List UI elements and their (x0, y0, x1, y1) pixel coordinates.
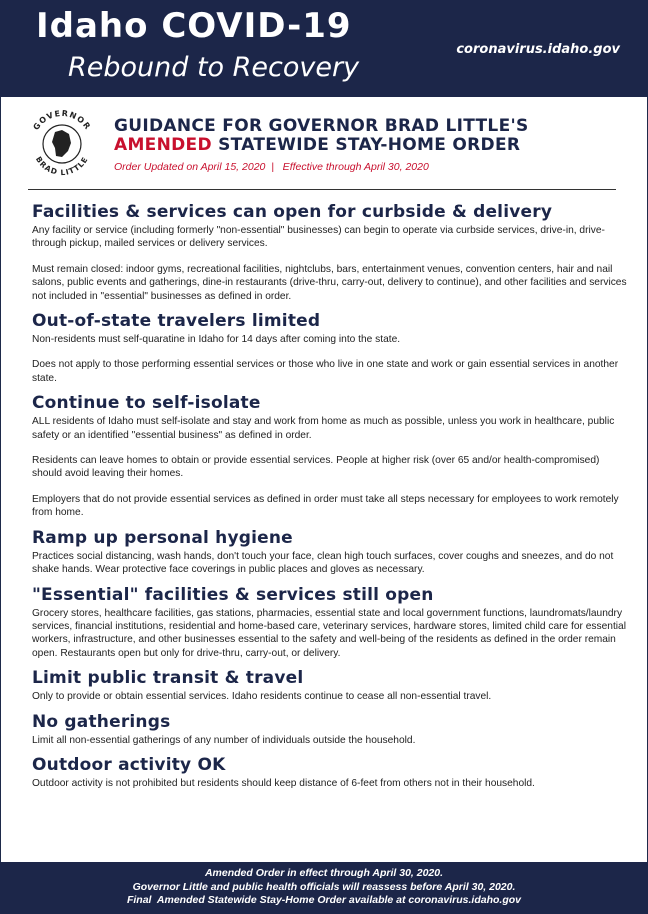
guidance-title-rest: STATEWIDE STAY-HOME ORDER (211, 135, 521, 155)
amended-label: AMENDED (114, 135, 212, 155)
section-public-transit (32, 666, 628, 703)
section-travelers-limited (32, 309, 628, 385)
section-heading: Out-of-state travelers limited (32, 311, 321, 332)
header-banner (0, 0, 648, 97)
svg-text:BRAD LITTLE: BRAD LITTLE (33, 154, 90, 178)
content (32, 200, 628, 796)
guidance-title-line2 (114, 135, 520, 155)
section-heading: "Essential" facilities & services still open (32, 584, 434, 605)
section-paragraph: Any facility or service (including formerly "non-essential" businesses) can begin to operate via curbside services, drive-in, drive-through pickup, mailed services or delivery services. (32, 225, 605, 250)
footer-line3: Final Amended Statewide Stay-Home Order available at coronavirus.idaho.gov (126, 894, 522, 906)
section-curbside-delivery (32, 200, 628, 303)
svg-text:GOVERNOR: GOVERNOR (31, 108, 93, 132)
section-paragraph: Employers that do not provide essential services as defined in order must take all steps necessary for employees to work remotely from home. (32, 493, 619, 519)
header-url-link[interactable]: coronavirus.idaho.gov (456, 42, 620, 57)
guidance-title-line1: GUIDANCE FOR GOVERNOR BRAD LITTLE'S (114, 116, 529, 136)
section-paragraph: Outdoor activity is not prohibited but residents should keep distance of 6-feet from others not in their household. (32, 777, 535, 789)
order-dates: Order Updated on April 15, 2020 | Effective through April 30, 2020 (114, 161, 429, 173)
section-paragraph: Limit all non-essential gatherings of any number of individuals outside the household. (32, 734, 416, 746)
section-paragraph: Non-residents must self-quaratine in Idaho for 14 days after coming into the state. (32, 334, 401, 346)
section-paragraph: Does not apply to those performing essential services or those who live in one state and work or gain essential services in another state. (32, 359, 619, 384)
section-paragraph: Must remain closed: indoor gyms, recreational facilities, nightclubs, bars, entertainment venues, convention centers, hair and nail salons, public events and gatherings, dine-in restaurants (drive-thru, carry-out, delivery to continue), and other facilities and services not included in "essential" businesses as defined in order. (32, 263, 627, 302)
governor-seal-icon (24, 106, 100, 182)
section-paragraph: ALL residents of Idaho must self-isolate and stay and work from home as much as possible, unless you work in healthcare, public safety or an identified "essential business" as defined in order. (32, 416, 615, 441)
section-personal-hygiene (32, 526, 628, 577)
section-heading: Continue to self-isolate (32, 393, 261, 414)
section-heading: Outdoor activity OK (32, 754, 226, 775)
footer-banner (0, 862, 648, 914)
divider (28, 189, 616, 190)
section-essential-open (32, 583, 628, 661)
section-paragraph: Only to provide or obtain essential services. Idaho residents continue to cease all non-essential travel. (32, 691, 492, 703)
section-heading: No gatherings (32, 711, 171, 732)
footer-line2: Governor Little and public health officials will reassess before April 30, 2020. (132, 880, 516, 893)
section-outdoor-activity (32, 753, 628, 790)
section-heading: Limit public transit & travel (32, 668, 304, 689)
header-subtitle: Rebound to Recovery (68, 52, 360, 83)
header-title: Idaho COVID-19 (36, 6, 352, 46)
section-heading: Ramp up personal hygiene (32, 527, 293, 548)
section-paragraph: Grocery stores, healthcare facilities, gas stations, pharmacies, essential state and local government functions, laundromats/laundry services, financial institutions, residential and home-based care, veterinary services, hardware stores, limited child care for essential workers, infrastructure, and other businesses essential to the safety and well-being of the residents as defined in the order remain open. Restaurants open but only for drive-thru, carry-out, or delivery. (32, 607, 626, 659)
section-self-isolate (32, 391, 628, 519)
section-no-gatherings (32, 710, 628, 747)
section-paragraph: Residents can leave homes to obtain or provide essential services. People at higher risk (over 65 and/or health-compromised) should avoid leaving their homes. (32, 455, 600, 480)
section-paragraph: Practices social distancing, wash hands, don't touch your face, clean high touch surfaces, cover coughs and sneezes, and do not shake hands. Wear protective face coverings in public places and gloves as necessary. (32, 550, 614, 576)
section-heading: Facilities & services can open for curbside & delivery (32, 202, 553, 222)
footer-line1: Amended Order in effect through April 30, 2020. (204, 867, 444, 879)
